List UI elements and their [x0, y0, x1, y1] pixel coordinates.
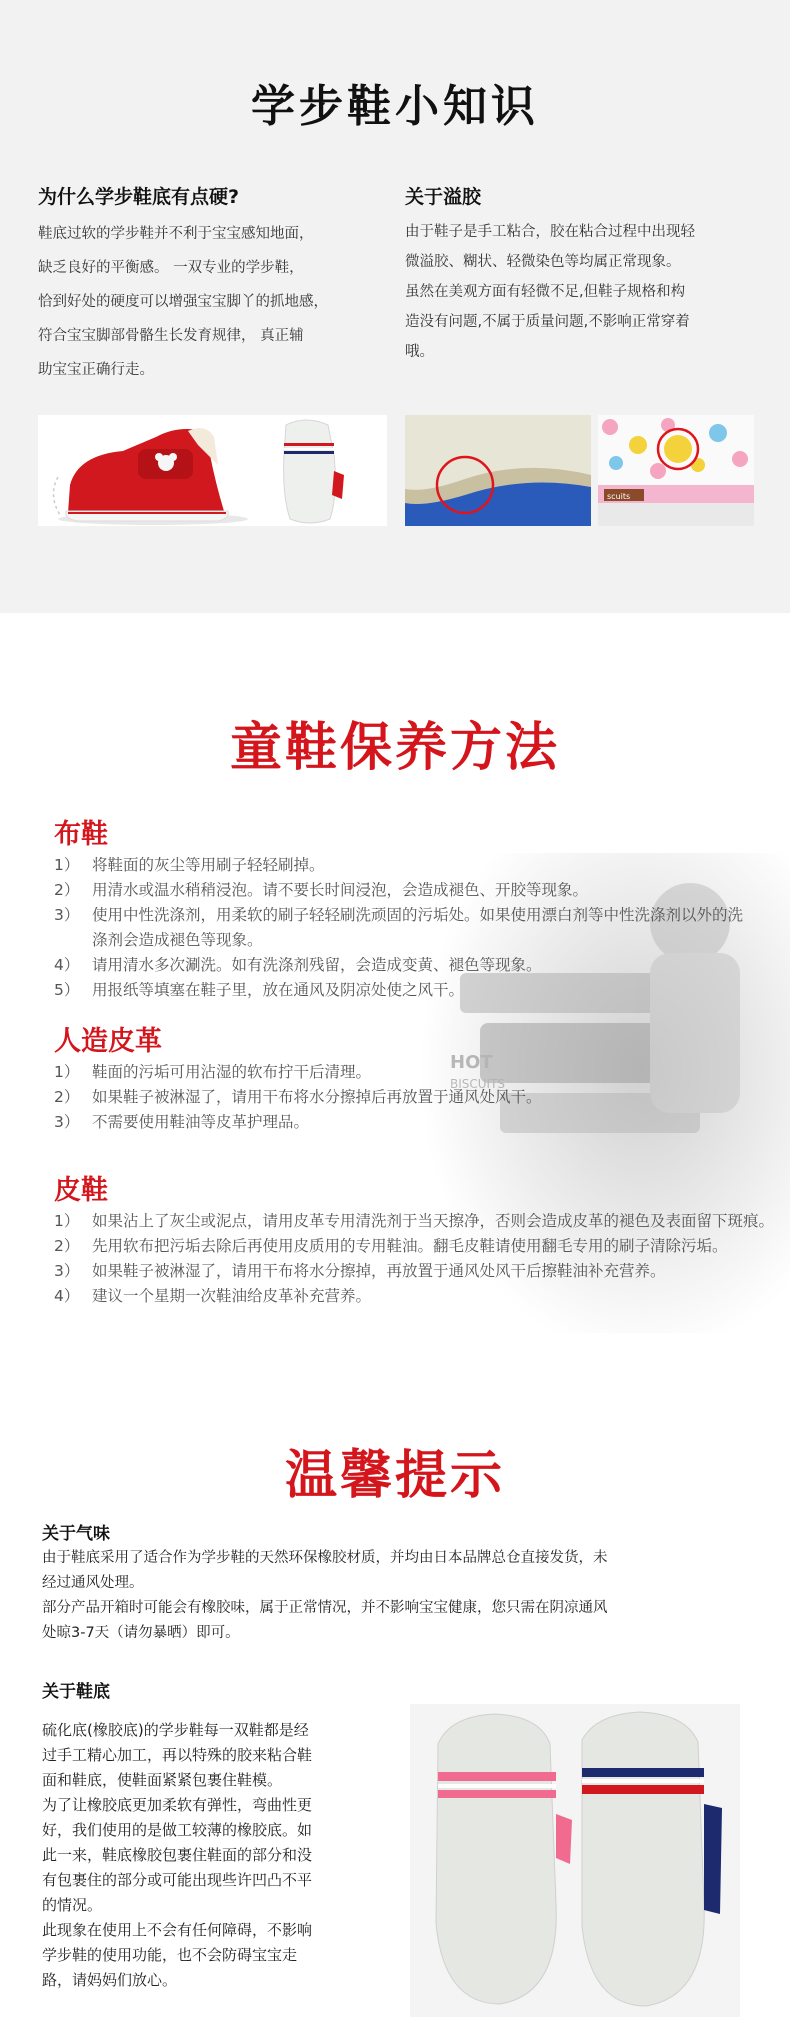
category-name: 皮鞋 [54, 1175, 108, 1206]
list-item [54, 953, 774, 978]
smell-tip [42, 1519, 762, 1646]
sole-heading: 关于鞋底 [42, 1682, 110, 1702]
text-line: 符合宝宝脚部骨骼生长发育规律， 真正辅 [38, 328, 304, 344]
item-num: 4） [54, 1287, 80, 1305]
brand-tag-text: scuits [607, 492, 631, 501]
item-text: 用清水或温水稍稍浸泡。请不要长时间浸泡，会造成褪色、开胶等现象。 [92, 881, 589, 899]
text-line: 此一来，鞋底橡胶包裹住鞋面的部分和没 [42, 1846, 313, 1864]
glue-block [405, 182, 760, 367]
text-line: 由于鞋子是手工粘合，胶在粘合过程中出现轻 [405, 224, 695, 240]
care-category-leather [54, 1168, 774, 1309]
text-line: 过手工精心加工，再以特殊的胶来粘合鞋 [42, 1746, 313, 1764]
text-line: 的情况。 [42, 1896, 103, 1914]
list-item [54, 878, 774, 903]
knowledge-section [0, 0, 790, 613]
hard-sole-block [38, 182, 386, 387]
red-shoe-photo [38, 415, 387, 526]
bg-brand-text: BISCUITS [450, 1077, 506, 1091]
item-text: 如果鞋子被淋湿了，请用干布将水分擦掉，再放置于通风处风干后擦鞋油补充营养。 [92, 1262, 666, 1280]
glue-overflow-photo [405, 415, 591, 526]
text-line: 造没有问题,不属于质量问题,不影响正常穿着 [405, 314, 690, 330]
text-line: 硫化底(橡胶底)的学步鞋每一双鞋都是经 [42, 1721, 309, 1739]
item-text: 先用软布把污垢去除后再使用皮质用的专用鞋油。翻毛皮鞋请使用翻毛专用的刷子清除污垢。 [92, 1237, 728, 1255]
text-line: 有包裹住的部分或可能出现些许凹凸不平 [42, 1871, 313, 1889]
text-line: 缺乏良好的平衡感。 一双专业的学步鞋， [38, 260, 304, 276]
item-num: 3） [54, 1262, 80, 1280]
item-text: 建议一个星期一次鞋油给皮革补充营养。 [92, 1287, 372, 1305]
polka-dot-shoe-photo [598, 415, 754, 526]
smell-text [42, 1546, 762, 1646]
list-item [54, 853, 774, 878]
text-line: 恰到好处的硬度可以增强宝宝脚丫的抓地感， [38, 294, 328, 310]
list-item [54, 1060, 774, 1085]
smell-heading: 关于气味 [42, 1524, 110, 1544]
text-line: 部分产品开箱时可能会有橡胶味，属于正常情况，并不影响宝宝健康，您只需在阴凉通风 [42, 1600, 608, 1616]
item-num: 1） [54, 1063, 80, 1081]
item-num: 5） [54, 981, 80, 999]
sole-text [42, 1718, 382, 1993]
text-line: 处晾3-7天（请勿暴晒）即可。 [42, 1625, 240, 1641]
text-line: 助宝宝正确行走。 [38, 362, 154, 378]
glue-text [405, 217, 760, 367]
list-item [54, 903, 774, 953]
glue-heading: 关于溢胶 [405, 186, 482, 208]
item-text: 如果沾上了灰尘或泥点，请用皮革专用清洗剂于当天擦净，否则会造成皮革的褪色及表面留下斑痕。 [92, 1212, 775, 1230]
shoe-soles-photo [410, 1704, 740, 2017]
item-num: 1） [54, 856, 80, 874]
knowledge-title: 学步鞋小知识 [251, 81, 539, 132]
tips-title: 温馨提示 [284, 1446, 505, 1506]
item-num: 1） [54, 1212, 80, 1230]
text-line: 面和鞋底，使鞋面紧紧包裹住鞋模。 [42, 1771, 283, 1789]
list-item [54, 1284, 774, 1309]
item-text: 不需要使用鞋油等皮革护理品。 [92, 1113, 310, 1131]
text-line: 学步鞋的使用功能，也不会防碍宝宝走 [42, 1946, 298, 1964]
item-num: 2） [54, 1237, 80, 1255]
text-line: 为了让橡胶底更加柔软有弹性，弯曲性更 [42, 1796, 313, 1814]
list-item [54, 1085, 774, 1110]
list-item [54, 1209, 774, 1234]
care-category-cloth [54, 812, 774, 1003]
care-category-synthetic-leather [54, 1019, 774, 1135]
hard-sole-text [38, 217, 386, 387]
text-line: 虽然在美观方面有轻微不足,但鞋子规格和构 [405, 284, 686, 300]
list-item [54, 978, 774, 1003]
text-line: 经过通风处理。 [42, 1575, 144, 1591]
item-text: 如果鞋子被淋湿了，请用干布将水分擦掉后再放置于通风处风干。 [92, 1088, 542, 1106]
text-line: 鞋底过软的学步鞋并不利于宝宝感知地面， [38, 226, 314, 242]
item-text: 请用清水多次涮洗。如有洗涤剂残留，会造成变黄、褪色等现象。 [92, 956, 542, 974]
text-line: 此现象在使用上不会有任何障碍，不影响 [42, 1921, 313, 1939]
item-num: 2） [54, 1088, 80, 1106]
item-num: 3） [54, 1113, 80, 1131]
item-num: 4） [54, 956, 80, 974]
item-text: 用报纸等填塞在鞋子里，放在通风及阴凉处使之风干。 [92, 981, 465, 999]
sole-tip [42, 1677, 382, 1993]
item-num: 3） [54, 906, 80, 924]
item-text: 鞋面的污垢可用沾湿的软布拧干后清理。 [92, 1063, 372, 1081]
list-item [54, 1234, 774, 1259]
care-list [54, 853, 774, 1003]
care-title: 童鞋保养方法 [229, 718, 560, 778]
category-name: 人造皮革 [54, 1026, 162, 1057]
text-line: 哦。 [405, 344, 434, 360]
text-line: 微溢胶、糊状、轻微染色等均属正常现象。 [405, 254, 681, 270]
hard-sole-heading: 为什么学步鞋底有点硬? [38, 186, 240, 208]
bg-hot-text: HOT [450, 1052, 493, 1073]
list-item [54, 1110, 774, 1135]
item-text: 使用中性洗涤剂，用柔软的刷子轻轻刷洗顽固的污垢处。如果使用漂白剂等中性洗涤剂以外的洗涤剂会造成褪色等现象。 [92, 906, 744, 949]
category-name: 布鞋 [54, 819, 108, 850]
care-list [54, 1209, 774, 1309]
list-item [54, 1259, 774, 1284]
text-line: 由于鞋底采用了适合作为学步鞋的天然环保橡胶材质，并均由日本品牌总仓直接发货，未 [42, 1550, 608, 1566]
text-line: 路，请妈妈们放心。 [42, 1971, 178, 1989]
care-section [0, 613, 790, 1353]
item-num: 2） [54, 881, 80, 899]
item-text: 将鞋面的灰尘等用刷子轻轻刷掉。 [92, 856, 325, 874]
tips-section [0, 1353, 790, 2037]
text-line: 好，我们使用的是做工较薄的橡胶底。如 [42, 1821, 313, 1839]
care-list [54, 1060, 774, 1135]
